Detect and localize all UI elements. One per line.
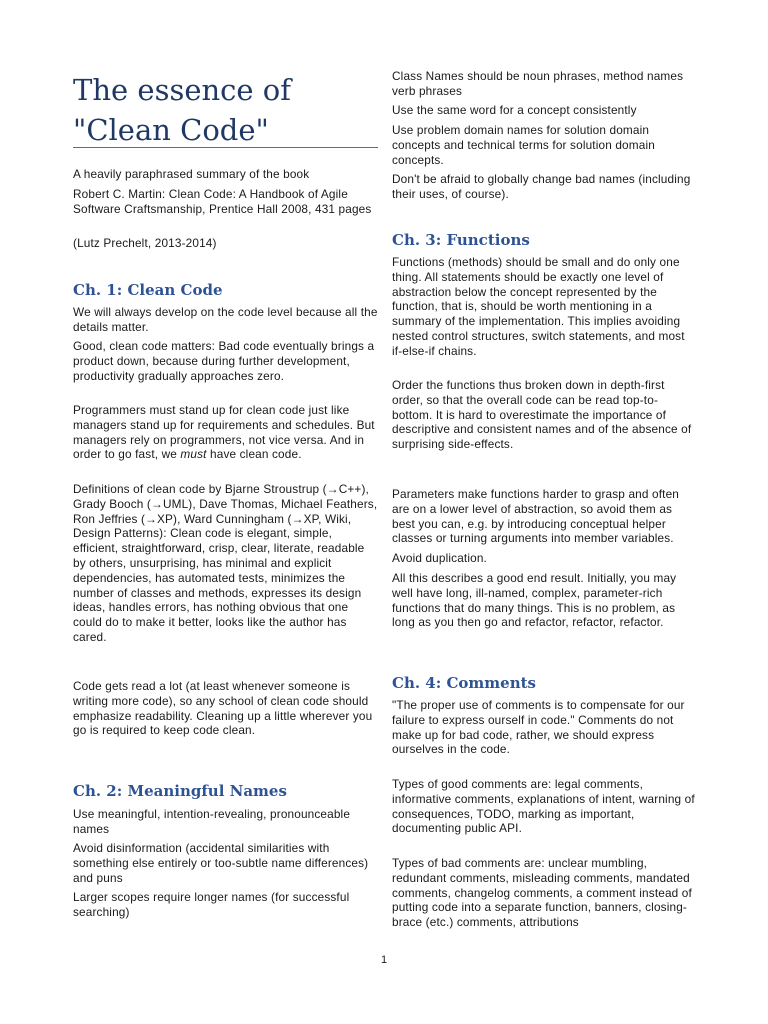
ch4-paragraph: "The proper use of comments is to compensate for our failure to express ourself in code." Comments do not make up for bad code, rather, we should express ourselves in the code.: [392, 698, 685, 757]
intro-summary: A heavily paraphrased summary of the book: [73, 167, 310, 181]
ch1-paragraph: Programmers must stand up for clean code just like managers stand up for requirements and schedules. But managers rely on programmers, not vice versa. And in order to go fast, we must have clean code.: [73, 403, 375, 462]
ch2-paragraph: Use problem domain names for solution domain concepts and technical terms for solution domain concepts.: [392, 123, 655, 167]
ch3-paragraph: Functions (methods) should be small and do only one thing. All statements should be exactly one level of abstraction below the concept represented by the function, that is, should be worth mentioning in a summary of the implementation. This implies avoiding nested control structures, switch statements, and most if-else-if chains.: [392, 255, 685, 358]
title-divider: [73, 147, 378, 148]
ch1-heading: Ch. 1: Clean Code: [73, 281, 223, 299]
document-title: The essence of "Clean Code": [73, 73, 291, 147]
intro-book-reference: Robert C. Martin: Clean Code: A Handbook of Agile Software Craftsmanship, Prentice Hall 2008, 431 pages: [73, 187, 372, 216]
emphasis-text: must: [180, 447, 207, 462]
ch1-paragraph: Code gets read a lot (at least whenever someone is writing more code), so any school of clean code should emphasize readability. Cleaning up a little wherever you go is required to keep code clean.: [73, 679, 373, 738]
ch3-paragraph: All this describes a good end result. Initially, you may well have long, ill-named, complex, parameter-rich functions that do many things. This is no problem, as long as you then go and refactor, refactor, refactor.: [392, 571, 677, 630]
ch4-paragraph: Types of bad comments are: unclear mumbling, redundant comments, misleading comments, mandated comments, changelog comments, a comment instead of putting code into a separate function, banners, closing-brace (etc.) comments, attributions: [392, 856, 692, 930]
ch3-paragraph: Order the functions thus broken down in depth-first order, so that the overall code can be read top-to-bottom. It is hard to overestimate the importance of descriptive and consistent names and of the absence of surprising side-effects.: [392, 378, 692, 452]
ch3-paragraph: Parameters make functions harder to grasp and often are on a lower level of abstraction, so avoid them as best you can, e.g. by introducing conceptual helper classes or turning arguments into member variables.: [392, 487, 679, 546]
ch1-paragraph: We will always develop on the code level because all the details matter.: [73, 305, 378, 334]
ch2-paragraph: Class Names should be noun phrases, method names verb phrases: [392, 69, 684, 98]
ch1-paragraph: Good, clean code matters: Bad code eventually brings a product down, because during further development, productivity gradually approaches zero.: [73, 339, 375, 383]
ch2-paragraph: Use the same word for a concept consistently: [392, 103, 637, 117]
ch3-heading: Ch. 3: Functions: [392, 231, 530, 249]
ch4-heading: Ch. 4: Comments: [392, 674, 536, 692]
ch2-paragraph: Larger scopes require longer names (for successful searching): [73, 890, 350, 919]
ch2-paragraph: Avoid disinformation (accidental similarities with something else entirely or too-subtle name differences) and puns: [73, 841, 369, 885]
ch3-paragraph: Avoid duplication.: [392, 551, 487, 565]
page-number: 1: [380, 954, 388, 966]
ch1-paragraph: Definitions of clean code by Bjarne Stroustrup (→C++), Grady Booch (→UML), Dave Thomas, Michael Feathers, Ron Jeffries (→XP), Ward Cunningham (→XP, Wiki, Design Patterns): Clean code is elegant, simple, efficient, straightforward, crisp, clear, literate, readable by others, unsurprising, has minimal and explicit dependencies, has automated tests, minimizes the number of classes and methods, expresses its design ideas, handles errors, has nothing obvious that one could do to make it better, looks like the author has cared.: [73, 482, 378, 644]
ch2-heading: Ch. 2: Meaningful Names: [73, 782, 287, 800]
ch2-paragraph: Use meaningful, intention-revealing, pronounceable names: [73, 807, 351, 836]
ch2-paragraph: Don't be afraid to globally change bad names (including their uses, of course).: [392, 172, 691, 201]
ch4-paragraph: Types of good comments are: legal comments, informative comments, explanations of intent, warning of consequences, TODO, marking as important, documenting public API.: [392, 777, 695, 836]
intro-author-line: (Lutz Prechelt, 2013-2014): [73, 236, 217, 250]
